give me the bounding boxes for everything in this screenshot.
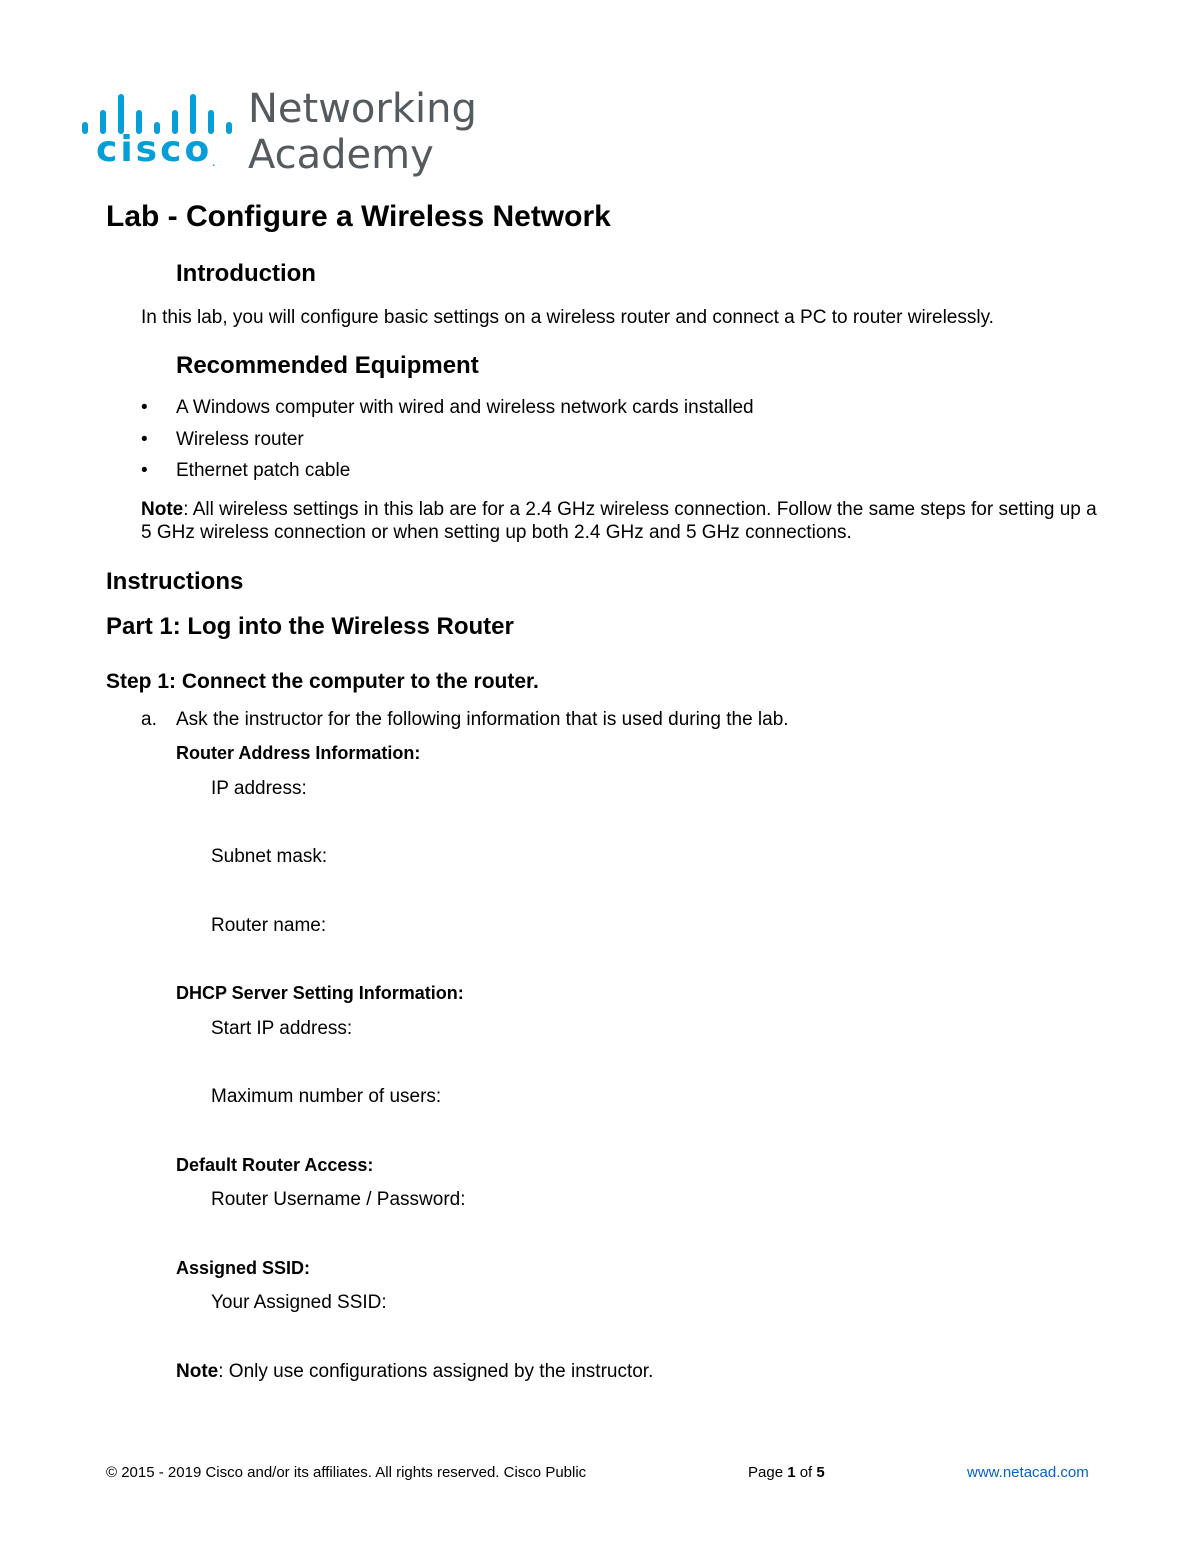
cisco-bridge-bars-icon [82,90,232,134]
networking-academy-text [248,86,477,178]
router-name-label: Router name: [211,915,327,936]
footer-website [967,1464,1089,1481]
page-prefix: Page [748,1464,788,1481]
equipment-item-text: Ethernet patch cable [176,460,351,481]
logo-line-networking: Networking [248,86,477,132]
equipment-heading: Recommended Equipment [176,352,479,379]
router-address-heading: Router Address Information: [176,743,421,763]
note-label: Note [141,499,184,520]
logo-line-academy: Academy [248,132,434,178]
ssid-heading: Assigned SSID: [176,1258,311,1278]
equipment-item-text: Wireless router [176,428,304,450]
logo-bar [118,94,124,134]
cisco-wordmark: cisco. [96,129,216,170]
ip-address-label: IP address: [211,778,307,799]
note-text: : All wireless settings in this lab are for a 2.4 GHz wireless connection. Follow the same steps for setting up a 5 GHz wireless connection or when setting up both 2.4 GHz and 5 GHz connections. [141,499,1097,543]
footer-copyright: © 2015 - 2019 Cisco and/or its affiliates. All rights reserved. Cisco Public [106,1464,587,1481]
dhcp-heading: DHCP Server Setting Information: [176,983,464,1003]
page-total: 5 [816,1464,825,1481]
list-item [141,429,754,461]
footer-page-number [748,1464,825,1481]
bullet-icon: • [141,428,148,450]
list-item [141,397,754,429]
netacad-link[interactable]: www.netacad.com [967,1464,1089,1481]
equipment-item-text: A Windows computer with wired and wireless network cards installed [176,397,754,418]
cisco-wordmark-text: cisco [96,129,213,170]
wireless-note [141,498,1101,544]
note-label: Note [176,1361,219,1382]
step1-heading: Step 1: Connect the computer to the router. [106,670,539,693]
page-current: 1 [787,1464,796,1481]
step-text: Ask the instructor for the following information that is used during the lab. [176,709,789,730]
bullet-icon: • [141,397,148,418]
start-ip-label: Start IP address: [211,1018,353,1039]
subnet-mask-label: Subnet mask: [211,846,328,867]
logo-bar [190,94,196,134]
introduction-heading: Introduction [176,260,316,287]
default-access-heading: Default Router Access: [176,1155,374,1175]
instructions-heading: Instructions [106,568,244,595]
ssid-label: Your Assigned SSID: [211,1292,387,1313]
instructor-note [176,1361,653,1383]
max-users-label: Maximum number of users: [211,1086,442,1107]
part1-heading: Part 1: Log into the Wireless Router [106,613,514,640]
note-text: : Only use configurations assigned by the instructor. [218,1361,654,1382]
step-a [141,709,789,731]
equipment-list [141,397,754,492]
list-item [141,460,754,492]
logo-bar [82,122,88,134]
bullet-icon: • [141,460,148,481]
step-marker: a. [141,709,157,730]
introduction-text: In this lab, you will configure basic settings on a wireless router and connect a PC to router wirelessly. [141,307,994,328]
cisco-networking-academy-logo [82,86,482,182]
logo-bar [226,122,232,134]
lab-title: Lab - Configure a Wireless Network [106,200,611,233]
credentials-label: Router Username / Password: [211,1189,466,1210]
page-of: of [795,1464,817,1481]
